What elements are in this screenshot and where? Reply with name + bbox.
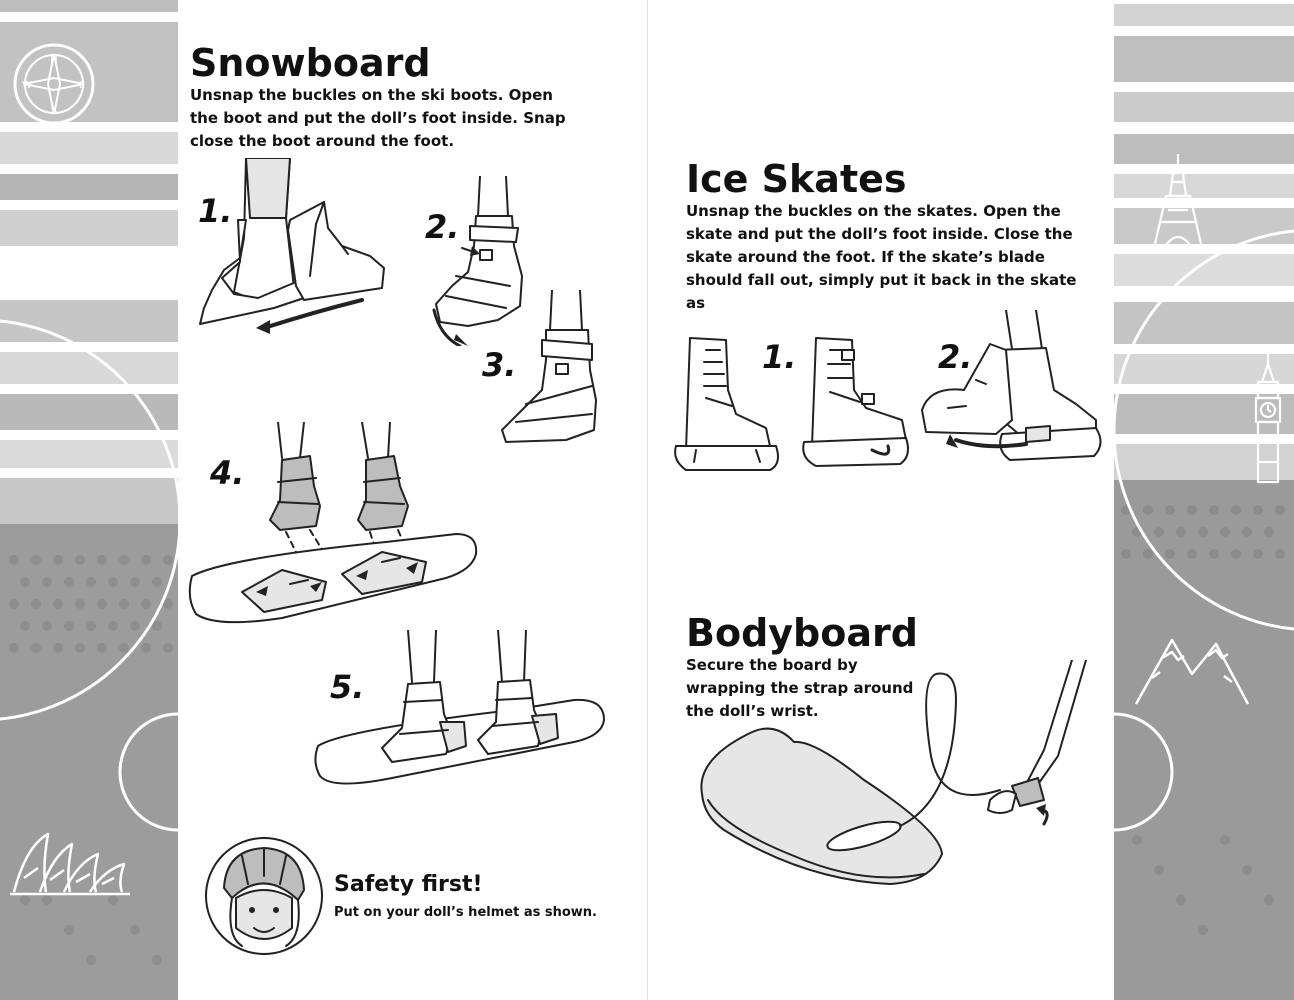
right-border-art [1114,0,1294,1000]
ice-skates-illustration [666,310,1110,490]
snowboard-step-3-label: 3. [482,346,517,384]
snowboard-step-3-illustration [496,290,606,450]
snowboard-step-4-illustration [186,422,486,634]
compass-s: S [50,106,58,117]
bodyboard-instructions: Secure the board by wrapping the strap around the doll’s wrist. [686,656,914,720]
opera-house-icon [6,828,138,900]
bodyboard-title: Bodyboard [686,611,918,655]
page-gutter [647,0,648,1000]
snowboard-step-1-illustration [194,158,394,338]
ice-skates-step-2-label: 2. [938,338,973,376]
snowboard-title: Snowboard [190,41,431,85]
snowboard-step-5-illustration [312,630,612,800]
compass-w: W [22,80,32,91]
compass-n: N [50,54,58,65]
compass-icon [12,42,96,126]
big-ben-icon [1252,352,1284,484]
snowboard-step-2-label: 2. [425,208,460,246]
safety-title: Safety first! [334,872,483,897]
helmet-doll-icon [202,832,326,960]
eiffel-tower-icon [1150,152,1206,252]
ice-skates-title: Ice Skates [686,157,907,201]
snowboard-step-5-label: 5. [330,668,365,706]
snowboard-step-4-label: 4. [210,454,245,492]
right-decorative-border [1114,0,1294,1000]
snowboard-step-1-label: 1. [198,192,233,230]
ice-skates-instructions: Unsnap the buckles on the skates. Open the skate and put the doll’s foot inside. Close the skate around the foot. If the skate’s blade should fall out, simply put it back in the skate as [686,202,1077,312]
bodyboard-illustration [694,660,1094,890]
ice-skates-step-1-label: 1. [762,338,797,376]
mountains-icon [1132,630,1252,710]
compass-e: E [78,80,86,91]
snowboard-instructions: Unsnap the buckles on the ski boots. Open the boot and put the doll’s foot inside. Snap close the boot around the foot. [190,86,566,150]
safety-text: Put on your doll’s helmet as shown. [334,905,597,920]
left-decorative-border [0,0,178,1000]
